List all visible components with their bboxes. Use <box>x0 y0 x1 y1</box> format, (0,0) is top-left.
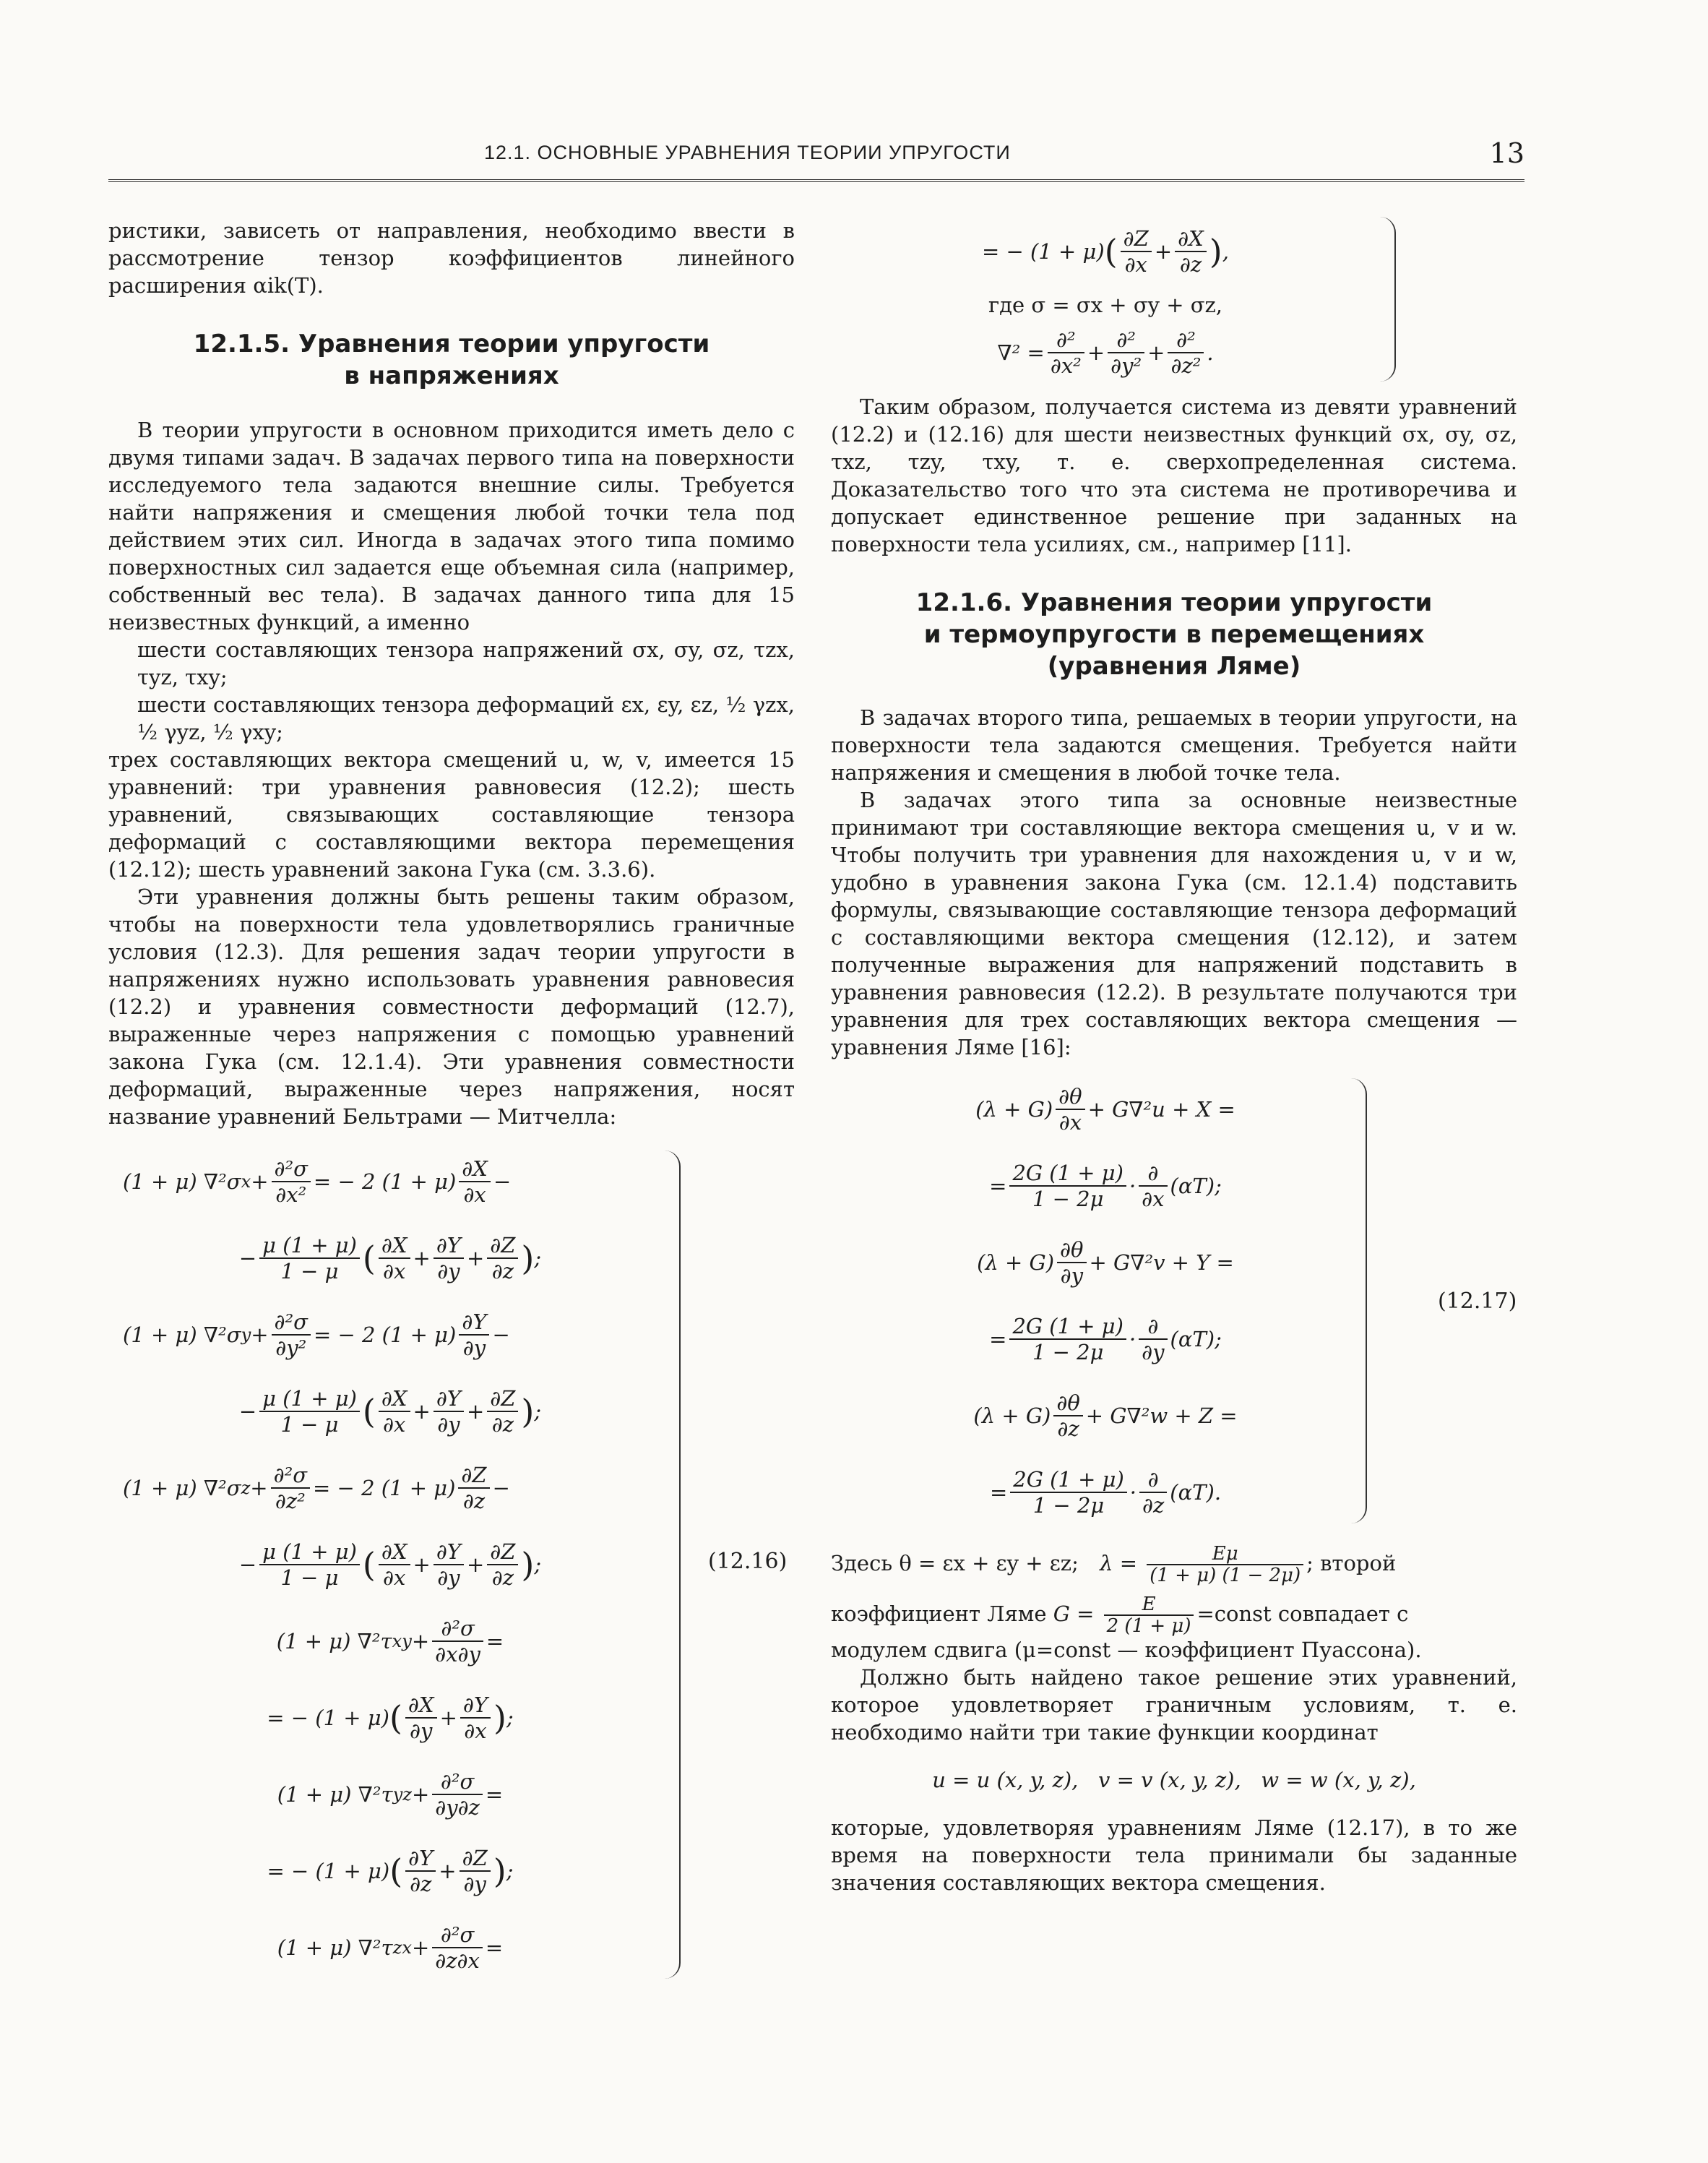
intro-paragraph: ристики, зависеть от направления, необходимо ввести в рассмотрение тензор коэффициентов линейного расширения αik(T). <box>108 218 795 298</box>
paragraph: Должно быть найдено такое решение этих уравнений, которое удовлетворяет граничным условиям, т. е. необходимо найти три такие функции координат <box>831 1665 1517 1745</box>
page-number: 13 <box>1489 137 1524 169</box>
paragraph: которые, удовлетворяя уравнениям Ляме (12.17), в то же время на поверхности тела принимали бы заданные значения составляющих вектора смещения. <box>831 1815 1517 1895</box>
paragraph: Эти уравнения должны быть решены таким образом, чтобы на поверхности тела удовлетворялись граничные условия (12.3). Для решения задач теории упругости в напряжениях нужно использовать уравнения равновесия (12.2) и уравнения совместности деформаций (12.7), выраженные через напряжения с помощью уравнений закона Гука (см. 12.1.4). Эти уравнения совместности деформаций, выраженные через напряжения, носят название уравнений Бельтрами — Митчелла: <box>108 885 795 1129</box>
paragraph: трех составляющих вектора смещений u, w, v, имеется 15 уравнений: три уравнения равновесия (12.2); шесть уравнений, связывающих составляющие тензора деформаций с составляющими вектора перемещения (12.12); шесть уравнений закона Гука (см. 3.3.6). <box>108 747 795 882</box>
paragraph: шести составляющих тензора деформаций εx, εy, εz, ½ γzx, ½ γyz, ½ γxy; <box>137 692 795 744</box>
paragraph: шести составляющих тензора напряжений σx, σy, σz, τzx, τyz, τxy; <box>137 637 795 689</box>
paragraph: Таким образом, получается система из девяти уравнений (12.2) и (12.16) для шести неизвестных функций σx, σy, σz, τxz, τzy, τxy, т. е. сверхопределенная система. Доказательство того что эта система не противоречива и допускает единственное решение при заданных на поверхности тела усилиях, см., например [11]. <box>831 395 1517 556</box>
lame-definitions: Здесь θ = εx + εy + εz; λ = $\frac{E\mu}{(1 + \mu) (1 - 2\mu)}$ ; второй <box>831 1543 1397 1586</box>
paragraph: модулем сдвига (μ=const — коэффициент Пуассона). <box>831 1638 1422 1662</box>
section-title-12-1-5: 12.1.5. Уравнения теории упругости в напряжениях <box>193 330 710 390</box>
paragraph: В задачах этого типа за основные неизвестные принимают три составляющие вектора смещения u, v и w. Чтобы получить три уравнения для нахождения u, v и w, удобно в уравнения закона Гука (см. 12.1.4) подставить формулы, связывающие составляющие тензора деформаций с составляющими вектора смещения (12.12), и затем полученные выражения для напряжений подставить в уравнения равновесия (12.2). В результате получаются три уравнения для трех составляющих вектора смещения — уравнения Ляме [16]: <box>831 788 1517 1059</box>
lame-definitions-2: коэффициент Ляме G = $\frac{E}{2 (1 + \mu)}$ =const совпадает с <box>831 1594 1409 1637</box>
right-column <box>831 217 1517 1896</box>
running-title: 12.1. ОСНОВНЫЕ УРАВНЕНИЯ ТЕОРИИ УПРУГОСТИ <box>484 142 1011 163</box>
equation-block-12-16-cont: = − (1 + μ) ( $\frac{\partial Z}{\partial x}$ + $\frac{\partial X}{\partial z}$ ) , где σ = σx + σy + σz, ∇² = $\frac{\text{∂²}}{\text{∂x²}}$ + $\frac{\text{∂²}}{\text{∂y²}}$ + $\frac{\text{∂²}}{\text{∂z²}}$ . <box>831 217 1380 382</box>
running-head <box>108 137 1524 182</box>
equation-number: (12.16) <box>708 1549 788 1574</box>
section-title-12-1-6: 12.1.6. Уравнения теории упругости и термоупругости в перемещениях (уравнения Ляме) <box>915 588 1433 681</box>
where-line: где σ = σx + σy + σz, <box>988 293 1223 317</box>
left-column <box>108 217 795 1986</box>
paragraph: В теории упругости в основном приходится иметь дело с двумя типами задач. В задачах первого типа на поверхности исследуемого тела задаются внешние силы. Требуется найти напряжения и смещения любой точки тела под действием этих сил. Иногда в задачах этого типа помимо поверхностных сил задается еще объемная сила (например, собственный вес тела). В задачах данного типа для 15 неизвестных функций, а именно <box>108 418 795 635</box>
equation-number: (12.17) <box>1438 1289 1517 1314</box>
paragraph: В задачах второго типа, решаемых в теории упругости, на поверхности тела задаются смещения. Требуется найти напряжения и смещения в любой точке тела. <box>831 705 1517 785</box>
coordinate-functions: u = u (x, y, z), v = v (x, y, z), w = w (x, y, z), <box>932 1768 1416 1792</box>
equation-block-12-16: (1 + μ) ∇²σ x + $\frac{\text{∂²σ}}{\text{∂x²}}$ = − 2 (1 + μ) $\frac{\partial X}{\partial x}$ − − $\frac{\mu (1 + \mu)}{1 - \mu}$ ( $\frac{\partial X}{\partial x}$ + $\frac{\partial Y}{\partial y}$ + $\frac{\partial Z}{\partial z}$ ) ; (1 + μ) ∇²σ y + $\frac{\text{∂²σ}}{\text{∂y²}}$ = − 2 (1 + μ) $\frac{\partial Y}{\partial y}$ − − $\frac{\mu (1 + \mu)}{1 - \mu}$ ( $\frac{\partial X}{\partial x}$ + $\frac{\partial Y}{\partial y}$ + $\frac{\partial Z}{\partial z}$ ) ; (1 + μ) ∇²σ z + $\frac{\text{∂²σ}}{\text{∂z²}}$ = − 2 (1 + μ) $\frac{\partial Z}{\partial z}$ − − $\frac{\mu (1 + \mu)}{1 - \mu}$ ( $\frac{\partial X}{\partial x}$ + $\frac{\partial Y}{\partial y}$ + $\frac{\partial Z}{\partial z}$ ) ; (1 + μ) ∇²τ xy + $\frac{\text{∂²σ}}{\partial x\partial y}$ = = − (1 + μ) ( $\frac{\partial X}{\partial y}$ + $\frac{\partial Y}{\partial x}$ ) ; (1 + μ) ∇²τ yz + $\frac{\text{∂²σ}}{\partial y\partial z}$ = = − (1 + μ) ( $\frac{\partial Y}{\partial z}$ + $\frac{\partial Z}{\partial y}$ ) ; (1 + μ) ∇²τ zx + $\frac{\text{∂²σ}}{\partial z\partial x}$ = (12.16) <box>108 1143 672 1986</box>
equation-block-12-17: (λ + G) $\frac{\partial\theta}{\partial x}$ + G∇²u + X = = $\frac{2G (1 + \mu)}{1 - 2\mu}$ · $\frac{\partial}{\partial x}$ (αT); (λ + G) $\frac{\partial\theta}{\partial y}$ + G∇²v + Y = = $\frac{2G (1 + \mu)}{1 - 2\mu}$ · $\frac{\partial}{\partial y}$ (αT); (λ + G) $\frac{\partial\theta}{\partial z}$ + G∇²w + Z = = $\frac{2G (1 + \mu)}{1 - 2\mu}$ · $\frac{\partial}{\partial z}$ (αT). (12.17) <box>831 1071 1380 1531</box>
